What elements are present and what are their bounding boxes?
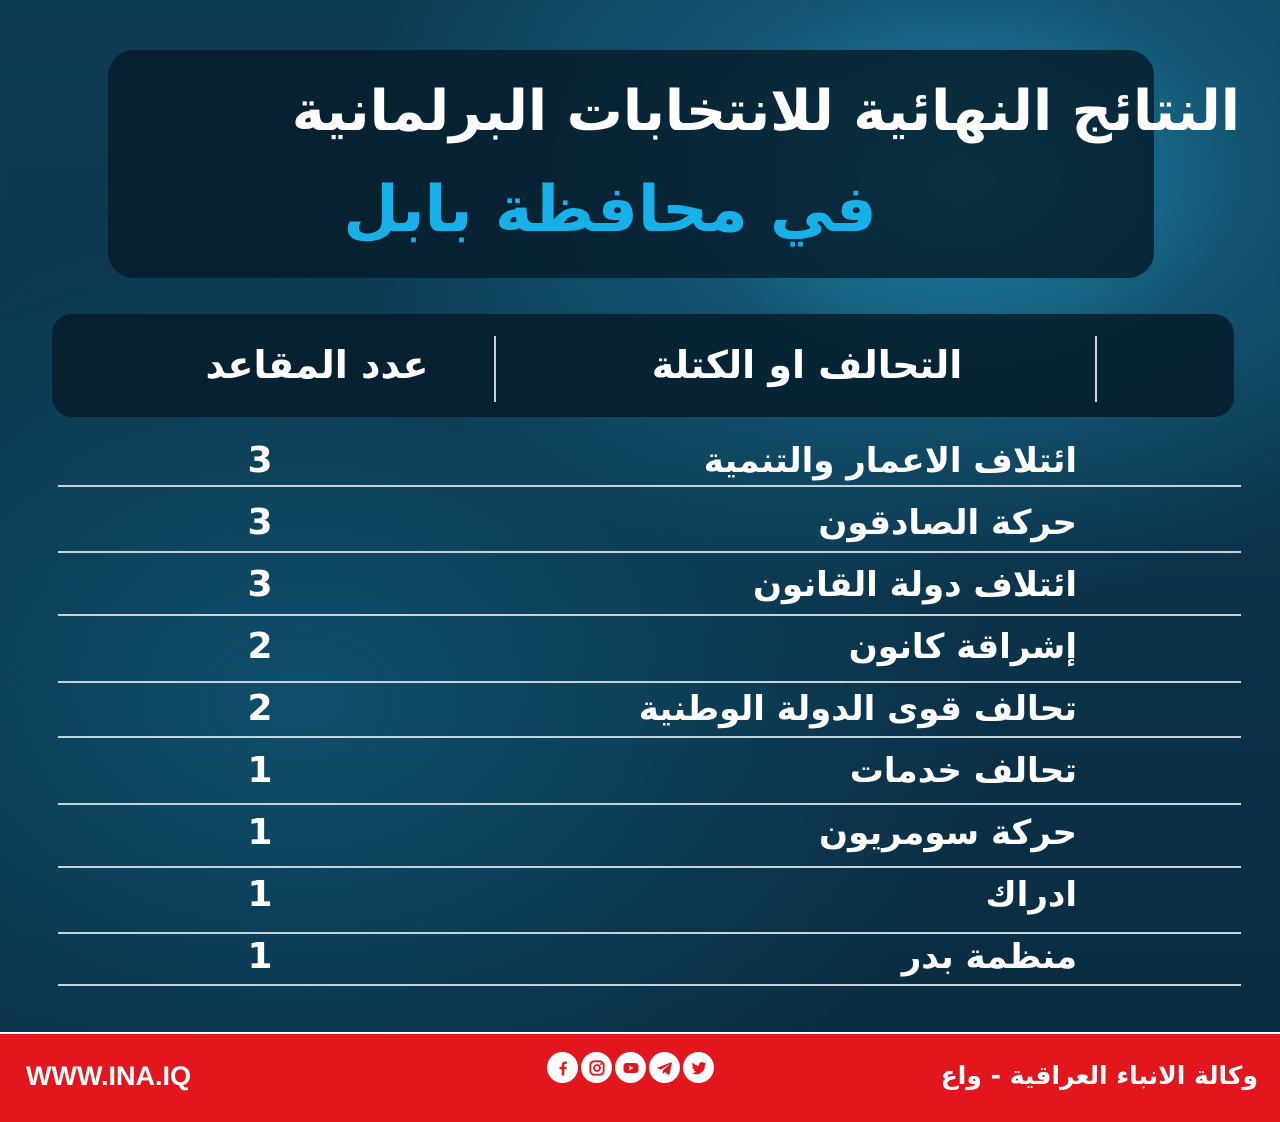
seat-count: 3: [247, 440, 273, 481]
seat-count: 3: [247, 502, 273, 543]
row-divider: [58, 681, 1241, 683]
alliance-name: ائتلاف الاعمار والتنمية: [703, 441, 1077, 481]
row-divider: [58, 736, 1241, 738]
header-divider: [494, 336, 496, 402]
agency-name: وكالة الانباء العراقية - واع: [940, 1061, 1258, 1090]
seat-count: 1: [247, 750, 273, 791]
row-divider: [58, 803, 1241, 805]
page-subtitle: في محافظة بابل: [343, 173, 877, 247]
row-divider: [58, 984, 1241, 986]
twitter-icon[interactable]: [683, 1052, 714, 1083]
seat-count: 2: [247, 626, 273, 667]
alliance-name: منظمة بدر: [901, 937, 1077, 977]
telegram-icon[interactable]: [649, 1052, 680, 1083]
row-divider: [58, 614, 1241, 616]
youtube-icon[interactable]: [615, 1052, 646, 1083]
header-alliance: التحالف او الكتلة: [651, 343, 963, 387]
header-divider: [1095, 336, 1097, 402]
seat-count: 2: [247, 688, 273, 729]
seat-count: 1: [247, 874, 273, 915]
social-icons: [547, 1052, 714, 1086]
alliance-name: ائتلاف دولة القانون: [752, 565, 1077, 605]
row-divider: [58, 932, 1241, 934]
footer-bar: [0, 1032, 1280, 1122]
alliance-name: تحالف خدمات: [849, 751, 1077, 791]
website-link[interactable]: WWW.INA.IQ: [26, 1061, 191, 1091]
page-title: النتائج النهائية للانتخابات البرلمانية: [291, 79, 1240, 144]
alliance-name: حركة الصادقون: [818, 503, 1077, 543]
row-divider: [58, 485, 1241, 487]
alliance-name: ادراك: [985, 875, 1077, 915]
instagram-icon[interactable]: [581, 1052, 612, 1083]
seat-count: 1: [247, 936, 273, 977]
alliance-name: إشراقة كانون: [848, 627, 1077, 667]
row-divider: [58, 551, 1241, 553]
seat-count: 3: [247, 564, 273, 605]
header-seats: عدد المقاعد: [205, 343, 429, 387]
seat-count: 1: [247, 812, 273, 853]
row-divider: [58, 866, 1241, 868]
alliance-name: حركة سومريون: [819, 813, 1077, 853]
table-header: [52, 314, 1234, 417]
alliance-name: تحالف قوى الدولة الوطنية: [638, 689, 1077, 729]
facebook-icon[interactable]: [547, 1052, 578, 1083]
